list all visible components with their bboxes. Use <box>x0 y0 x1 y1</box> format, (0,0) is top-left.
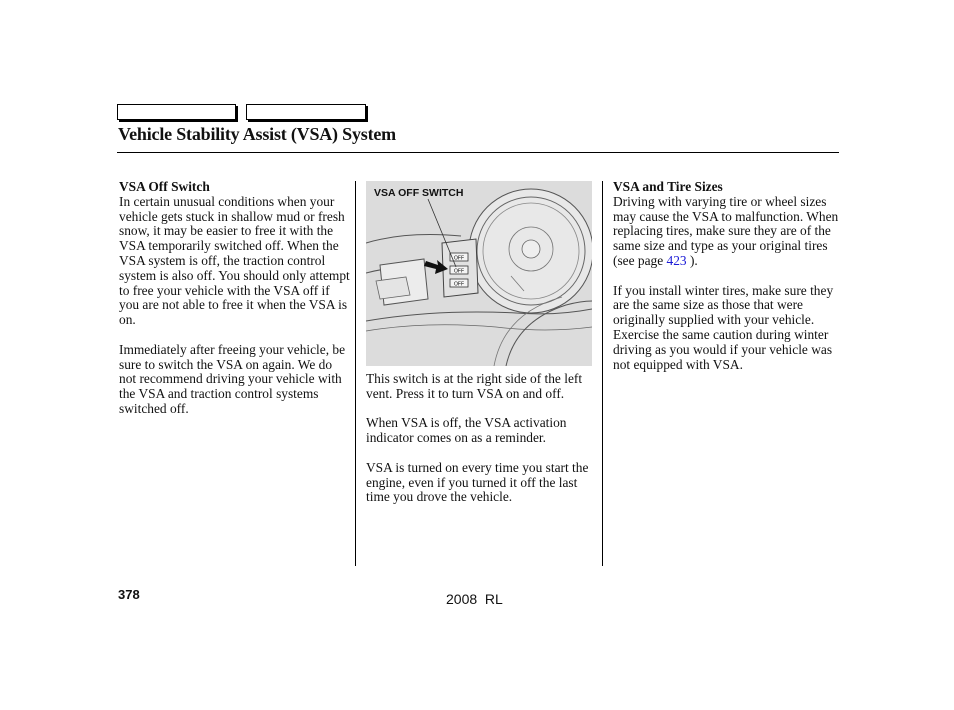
footer-model: 2008 RL <box>446 591 503 607</box>
paragraph: Immediately after freeing your vehicle, be sure to switch the VSA on again. We do not recommend driving your vehicle with the VSA and traction control systems switched off. <box>119 341 346 416</box>
page-link[interactable]: 423 <box>666 252 687 268</box>
column-right <box>613 180 839 387</box>
paragraph <box>613 195 839 269</box>
paragraph-text: ). <box>686 252 698 268</box>
column-left <box>119 180 351 432</box>
column-divider <box>355 181 356 566</box>
paragraph: This switch is at the right side of the left vent. Press it to turn VSA on and off. <box>366 371 583 401</box>
page-number: 378 <box>118 587 140 602</box>
paragraph: If you install winter tires, make sure they are the same size as those that were originally supplied with your vehicle. Exercise the same caution during winter driving as you would if your vehicle was not equipped with VSA. <box>613 282 834 372</box>
figure-label: VSA OFF SWITCH <box>374 187 464 199</box>
page-title: Vehicle Stability Assist (VSA) System <box>118 124 396 144</box>
dashboard-drawing <box>366 181 592 366</box>
vsa-switch-illustration <box>366 181 592 366</box>
paragraph: VSA is turned on every time you start the engine, even if you turned it off the last time you drove the vehicle. <box>366 459 589 505</box>
paragraph: When VSA is off, the VSA activation indicator comes on as a reminder. <box>366 415 567 446</box>
switch-text: OFF <box>454 268 464 275</box>
paragraph-text: Driving with varying tire or wheel sizes may cause the VSA to malfunction. When replacing tires, make sure they are of the same size and type as your original tires (see page <box>613 193 839 268</box>
nav-button-right[interactable] <box>246 104 366 120</box>
column-divider <box>602 181 603 566</box>
switch-text: OFF <box>454 281 464 288</box>
paragraph: In certain unusual conditions when your vehicle gets stuck in shallow mud or fresh snow, it may be easier to free it with the VSA temporarily switched off. When the VSA system is off, the traction control system is also off. You should only attempt to free your vehicle with the VSA off if you are not able to free it when the VSA is on. <box>119 193 350 328</box>
title-rule <box>117 152 839 153</box>
column-middle <box>366 372 596 520</box>
nav-button-left[interactable] <box>117 104 236 120</box>
section-heading-vsa-off-switch: VSA Off Switch <box>119 179 210 194</box>
switch-text: OFF <box>454 255 464 262</box>
section-heading-tire-sizes: VSA and Tire Sizes <box>613 179 723 194</box>
